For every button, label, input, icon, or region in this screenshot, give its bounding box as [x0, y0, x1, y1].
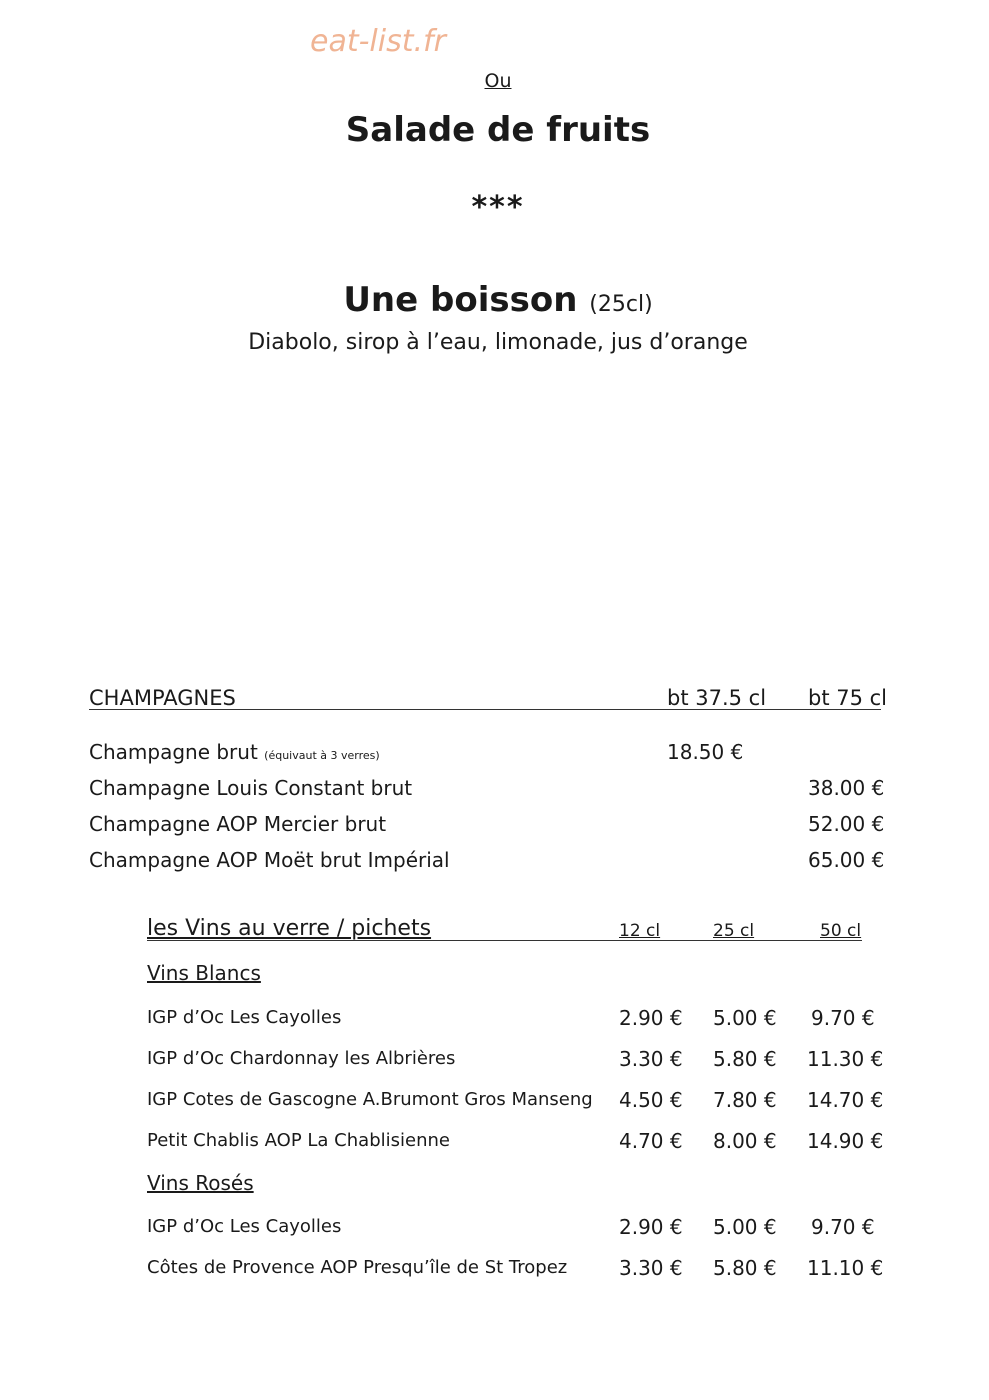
wine-name: Côtes de Provence AOP Presqu’île de St Tropez [147, 1257, 568, 1278]
wines-col-50: 50 cl [820, 921, 862, 941]
champagne-name: Champagne AOP Mercier brut [89, 812, 387, 836]
champagne-name: Champagne AOP Moët brut Impérial [89, 848, 450, 872]
separator-stars: *** [471, 190, 525, 225]
watermark: eat-list.fr [310, 24, 446, 59]
champagne-price-75: 65.00 € [808, 848, 885, 872]
drink-title [0, 280, 989, 320]
wine-price-12: 2.90 € [619, 1006, 683, 1030]
wine-price-25: 5.80 € [713, 1047, 777, 1071]
drink-size: (25cl) [589, 292, 653, 317]
wine-price-50: 9.70 € [811, 1006, 875, 1030]
wines-col-12: 12 cl [619, 921, 661, 941]
wine-price-50: 14.90 € [807, 1129, 884, 1153]
wines-col-25: 25 cl [713, 921, 755, 941]
champagnes-col-75: bt 75 cl [808, 686, 888, 710]
wine-price-12: 2.90 € [619, 1215, 683, 1239]
wine-price-12: 4.50 € [619, 1088, 683, 1112]
wine-name: IGP Cotes de Gascogne A.Brumont Gros Manseng [147, 1089, 593, 1110]
champagne-price-75: 38.00 € [808, 776, 885, 800]
wine-price-25: 5.00 € [713, 1215, 777, 1239]
wine-price-12: 4.70 € [619, 1129, 683, 1153]
wine-name: IGP d’Oc Les Cayolles [147, 1216, 342, 1237]
champagne-price-75: 52.00 € [808, 812, 885, 836]
wine-price-25: 5.80 € [713, 1256, 777, 1280]
or-label: Ou [484, 70, 512, 92]
wine-price-50: 11.10 € [807, 1256, 884, 1280]
champagnes-heading: CHAMPAGNES [89, 686, 236, 710]
wine-price-25: 7.80 € [713, 1088, 777, 1112]
wine-name: Petit Chablis AOP La Chablisienne [147, 1130, 450, 1151]
wine-price-50: 11.30 € [807, 1047, 884, 1071]
drink-title-text: Une boisson [343, 280, 578, 320]
champagnes-col-375: bt 37.5 cl [667, 686, 767, 710]
champagnes-divider [89, 709, 881, 710]
champagne-name: Champagne Louis Constant brut [89, 776, 413, 800]
wine-price-12: 3.30 € [619, 1047, 683, 1071]
wine-price-50: 9.70 € [811, 1215, 875, 1239]
wine-price-12: 3.30 € [619, 1256, 683, 1280]
vins-roses-heading: Vins Rosés [147, 1171, 254, 1195]
wine-price-25: 5.00 € [713, 1006, 777, 1030]
wines-divider [147, 940, 862, 941]
dessert-name: Salade de fruits [345, 110, 651, 150]
wine-price-25: 8.00 € [713, 1129, 777, 1153]
wine-name: IGP d’Oc Les Cayolles [147, 1007, 342, 1028]
wine-name: IGP d’Oc Chardonnay les Albrières [147, 1048, 456, 1069]
wine-price-50: 14.70 € [807, 1088, 884, 1112]
vins-blancs-heading: Vins Blancs [147, 961, 261, 985]
champagne-note: (équivaut à 3 verres) [264, 749, 380, 762]
champagne-price-375: 18.50 € [667, 740, 744, 764]
drink-options: Diabolo, sirop à l’eau, limonade, jus d’orange [248, 330, 748, 355]
champagne-name [89, 740, 380, 764]
champagne-name-text: Champagne brut [89, 740, 258, 764]
wines-heading: les Vins au verre / pichets [147, 916, 432, 941]
